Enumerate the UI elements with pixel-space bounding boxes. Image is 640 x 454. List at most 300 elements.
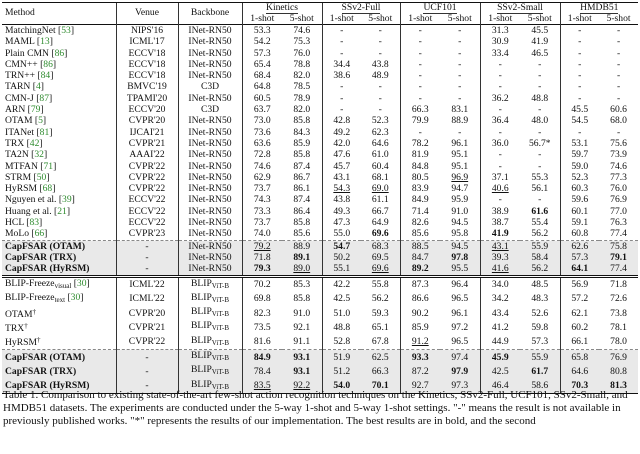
value-cell xyxy=(480,217,520,228)
value: 45.5 xyxy=(571,104,589,116)
value-cell xyxy=(400,81,440,92)
value: 55.4 xyxy=(531,217,549,229)
value: 52.6 xyxy=(531,307,549,319)
citation-link: 13 xyxy=(40,36,50,48)
value-cell xyxy=(560,36,599,47)
backbone-cell xyxy=(178,252,242,263)
value: 70.1 xyxy=(371,380,389,392)
venue-cell: ICML'22 xyxy=(116,292,178,306)
venue-cell: CVPR'22 xyxy=(116,161,178,172)
citation-link: 32 xyxy=(34,149,44,161)
value: 60.1 xyxy=(571,205,589,217)
value-cell xyxy=(599,138,638,149)
value-cell xyxy=(599,292,638,306)
table-row xyxy=(2,25,638,37)
value: 96.1 xyxy=(451,137,469,149)
backbone-name: INet-RN50 xyxy=(188,160,232,172)
value: - xyxy=(458,25,462,36)
method-cell: OTAM [5] xyxy=(5,115,47,127)
value: 43.1 xyxy=(333,171,351,183)
value: 86.7 xyxy=(293,171,311,183)
value: 66.3 xyxy=(371,365,389,377)
value-cell xyxy=(480,364,520,378)
backbone-name: INet-RN50 xyxy=(188,126,232,138)
value-cell xyxy=(400,149,440,160)
value: - xyxy=(498,81,502,93)
value: 95.8 xyxy=(451,228,469,240)
value: 59.6 xyxy=(571,194,589,206)
value-cell xyxy=(282,306,322,320)
method-cell xyxy=(2,252,116,263)
value-cell xyxy=(282,93,322,104)
value-cell xyxy=(520,183,560,194)
value: - xyxy=(340,36,344,48)
citation-link: 21 xyxy=(57,205,67,217)
header-1shot: 1-shot xyxy=(242,14,282,25)
value: 33.4 xyxy=(491,47,509,59)
backbone-cell xyxy=(178,183,242,194)
method-cell xyxy=(2,306,116,320)
value: 64.6 xyxy=(571,365,589,377)
value-cell xyxy=(480,70,520,81)
value: 36.2 xyxy=(491,92,509,104)
value: 84.7 xyxy=(411,251,429,263)
value-cell xyxy=(599,104,638,115)
method-name: OTAM xyxy=(5,115,33,127)
method-cell: TRX [42] xyxy=(5,137,43,149)
value-cell xyxy=(282,161,322,172)
value: - xyxy=(616,47,621,59)
value: 71.8 xyxy=(253,251,271,263)
value: 72.8 xyxy=(253,149,271,161)
value: - xyxy=(538,104,542,116)
value: 36.0 xyxy=(491,137,509,149)
table-row xyxy=(2,36,638,47)
value-cell xyxy=(520,172,560,183)
value-cell xyxy=(322,93,361,104)
value: 85.6 xyxy=(293,228,311,240)
value: 77.3 xyxy=(610,171,627,183)
value-cell xyxy=(282,172,322,183)
value-cell xyxy=(560,217,599,228)
value: - xyxy=(578,25,582,36)
value: 43.8 xyxy=(371,58,389,70)
value: 69.0 xyxy=(371,183,389,195)
value: 39.3 xyxy=(491,251,509,263)
value: 50.2 xyxy=(333,251,351,263)
value-cell xyxy=(322,149,361,160)
backbone-subscript: ViT-B xyxy=(211,382,229,391)
venue-cell: IJCAI'21 xyxy=(116,127,178,138)
value-cell xyxy=(242,36,282,47)
header-group-kinetics xyxy=(242,3,322,14)
value: - xyxy=(578,36,582,48)
value: 55.8 xyxy=(371,279,389,291)
value: - xyxy=(378,47,382,59)
method-name: CapFSAR (HyRSM) xyxy=(5,380,90,392)
value-cell xyxy=(440,183,480,194)
value-cell xyxy=(282,320,322,334)
value: 93.1 xyxy=(293,365,311,377)
value-cell xyxy=(520,350,560,365)
method-cell: MTFAN [71] xyxy=(5,160,57,172)
value-cell xyxy=(480,206,520,217)
table-row xyxy=(2,115,638,126)
value: 42.5 xyxy=(491,365,509,377)
value-cell xyxy=(361,127,400,138)
value: 85.8 xyxy=(293,115,311,127)
backbone-cell xyxy=(178,104,242,115)
table-row xyxy=(2,104,638,115)
value: 59.8 xyxy=(531,321,549,333)
method-name: STRM xyxy=(5,171,32,183)
citation-link: 86 xyxy=(43,58,53,70)
value: - xyxy=(616,92,621,104)
value: 66.3 xyxy=(411,104,429,116)
value-cell xyxy=(520,81,560,92)
value: 54.7 xyxy=(333,240,351,252)
value-cell xyxy=(361,320,400,334)
value: 48.8 xyxy=(531,92,549,104)
value: 75.6 xyxy=(610,137,627,149)
value-cell xyxy=(520,320,560,334)
backbone-name: INet-RN50 xyxy=(188,149,232,161)
value: 97.3 xyxy=(451,380,469,392)
method-cell: ITANet [81] xyxy=(5,126,53,138)
value: 56.2 xyxy=(531,228,549,240)
value-cell xyxy=(242,183,282,194)
backbone-cell xyxy=(178,59,242,70)
value: 95.1 xyxy=(451,160,469,172)
value-cell xyxy=(322,70,361,81)
value-cell xyxy=(242,115,282,126)
value: 53.1 xyxy=(571,137,589,149)
method-name: CapFSAR (TRX) xyxy=(5,251,77,263)
value: 48.9 xyxy=(371,70,389,82)
value-cell xyxy=(400,70,440,81)
value: 89.1 xyxy=(293,251,311,263)
value-cell xyxy=(242,149,282,160)
value: 52.8 xyxy=(333,336,351,348)
value: - xyxy=(498,70,502,82)
value-cell xyxy=(520,138,560,149)
value: 92.7 xyxy=(411,380,429,392)
value: 60.3 xyxy=(571,183,589,195)
value-cell xyxy=(361,206,400,217)
value-cell xyxy=(440,70,480,81)
table-row xyxy=(2,252,638,263)
value-cell xyxy=(480,149,520,160)
value-cell xyxy=(520,36,560,47)
backbone-name: C3D xyxy=(200,81,220,93)
value: - xyxy=(578,58,582,70)
value: 38.7 xyxy=(491,217,509,229)
value-cell xyxy=(322,161,361,172)
method-name: TRN++ xyxy=(5,70,36,82)
value: - xyxy=(538,81,542,93)
value-cell xyxy=(480,127,520,138)
backbone-name: BLIP xyxy=(190,306,212,318)
backbone-cell xyxy=(178,161,242,172)
value-cell xyxy=(322,335,361,350)
backbone-cell xyxy=(178,320,242,334)
value: 97.9 xyxy=(451,365,469,377)
method-superscript: † xyxy=(37,336,41,345)
value-cell xyxy=(400,240,440,252)
value-cell xyxy=(242,138,282,149)
value: 56.2 xyxy=(531,263,549,275)
value: 85.8 xyxy=(293,217,311,229)
venue-cell: - xyxy=(116,364,178,378)
backbone-name: INet-RN50 xyxy=(188,205,232,217)
value: 97.8 xyxy=(451,251,469,263)
value-cell xyxy=(282,217,322,228)
venue-cell: ECCV'22 xyxy=(116,217,178,228)
backbone-cell xyxy=(178,36,242,47)
value-cell xyxy=(560,320,599,334)
value-cell xyxy=(322,240,361,252)
value-cell xyxy=(560,104,599,115)
value: 73.5 xyxy=(253,321,271,333)
value: 71.8 xyxy=(610,279,627,291)
value: 82.6 xyxy=(411,217,429,229)
value-cell xyxy=(440,25,480,37)
backbone-cell xyxy=(178,364,242,378)
value: - xyxy=(340,104,344,116)
table-row xyxy=(2,276,638,292)
value: - xyxy=(616,126,621,138)
backbone-subscript: ViT-B xyxy=(211,338,229,347)
value: - xyxy=(418,81,422,93)
header-backbone: Backbone xyxy=(178,3,242,25)
results-table xyxy=(2,2,638,394)
value: - xyxy=(616,58,621,70)
value-cell xyxy=(400,138,440,149)
citation-link: 87 xyxy=(39,92,49,104)
value: 93.3 xyxy=(411,351,429,363)
value-cell xyxy=(242,306,282,320)
backbone-subscript: ViT-B xyxy=(211,295,229,304)
value-cell xyxy=(599,172,638,183)
citation-link: 39 xyxy=(62,194,72,206)
value: 89.0 xyxy=(293,263,311,275)
value: 55.3 xyxy=(531,171,549,183)
table-row xyxy=(2,149,638,160)
value-cell xyxy=(361,104,400,115)
value: - xyxy=(578,126,582,138)
value: - xyxy=(616,36,621,48)
value: 54.3 xyxy=(333,183,351,195)
table-row xyxy=(2,320,638,334)
venue-cell: - xyxy=(116,350,178,365)
table-row xyxy=(2,81,638,92)
value: - xyxy=(418,36,422,48)
backbone-name: INet-RN50 xyxy=(188,92,232,104)
backbone-cell xyxy=(178,81,242,92)
method-name: Huang et al. xyxy=(5,205,52,217)
value: 64.9 xyxy=(371,217,389,229)
backbone-name: INet-RN50 xyxy=(188,58,232,70)
value: 88.5 xyxy=(411,240,429,252)
backbone-cell xyxy=(178,149,242,160)
value-cell xyxy=(361,194,400,205)
value-cell xyxy=(400,206,440,217)
method-name: MAML xyxy=(5,36,35,48)
value: 59.3 xyxy=(371,307,389,319)
value-cell xyxy=(520,59,560,70)
value-cell xyxy=(361,36,400,47)
value-cell xyxy=(480,115,520,126)
venue-cell: CVPR'23 xyxy=(116,228,178,240)
method-superscript: † xyxy=(24,321,28,330)
value-cell xyxy=(400,172,440,183)
backbone-name: BLIP xyxy=(190,277,212,289)
value: 73.8 xyxy=(610,307,627,319)
value-cell xyxy=(361,306,400,320)
value: 79.2 xyxy=(253,240,271,252)
method-cell: MatchingNet [53] xyxy=(2,25,116,37)
value-cell xyxy=(242,161,282,172)
value-cell xyxy=(480,276,520,292)
value: 60.4 xyxy=(371,160,389,172)
venue-cell: BMVC'19 xyxy=(116,81,178,92)
backbone-cell xyxy=(178,93,242,104)
value-cell xyxy=(440,240,480,252)
value-cell xyxy=(480,138,520,149)
venue-cell: CVPR'20 xyxy=(116,306,178,320)
backbone-name: C3D xyxy=(200,104,220,116)
value-cell xyxy=(599,320,638,334)
value: 54.5 xyxy=(571,115,589,127)
value-cell xyxy=(400,306,440,320)
value: 62.5 xyxy=(371,351,389,363)
value-cell xyxy=(282,364,322,378)
venue-cell: ECCV'18 xyxy=(116,70,178,81)
table-row xyxy=(2,350,638,365)
header-5shot: 5-shot xyxy=(527,13,552,24)
value-cell xyxy=(520,127,560,138)
value: 85.9 xyxy=(411,321,429,333)
value-cell xyxy=(282,48,322,59)
value: 48.5 xyxy=(531,279,549,291)
value: 55.9 xyxy=(531,240,549,252)
citation-link: 4 xyxy=(35,81,41,93)
value-cell xyxy=(282,70,322,81)
backbone-cell xyxy=(178,115,242,126)
value-cell xyxy=(440,48,480,59)
value: 91.0 xyxy=(451,205,469,217)
value-cell xyxy=(322,350,361,365)
table-row xyxy=(2,240,638,252)
citation-link: 68 xyxy=(42,183,53,195)
venue-cell: ICML'17 xyxy=(116,36,178,47)
backbone-name: BLIP xyxy=(190,364,212,376)
value-cell xyxy=(599,335,638,350)
citation-link: 30 xyxy=(70,291,81,303)
value-cell xyxy=(520,364,560,378)
value: 88.9 xyxy=(451,115,469,127)
value: 96.5 xyxy=(451,336,469,348)
value: 85.8 xyxy=(293,149,311,161)
value-cell xyxy=(599,194,638,205)
venue-cell: CVPR'22 xyxy=(116,335,178,350)
backbone-name: INet-RN50 xyxy=(188,70,232,82)
method-cell: TA2N [32] xyxy=(5,149,48,161)
value: - xyxy=(538,126,542,138)
citation-link: 50 xyxy=(36,171,47,183)
value: 86.6 xyxy=(411,293,429,305)
value-cell xyxy=(520,70,560,81)
value: 66.7 xyxy=(371,205,389,217)
value: 78.9 xyxy=(293,92,311,104)
value: 91.1 xyxy=(293,336,311,348)
value: 40.6 xyxy=(491,183,509,195)
value: 45.5 xyxy=(531,25,549,36)
value: 79.1 xyxy=(610,251,627,263)
value-cell xyxy=(560,364,599,378)
value-cell xyxy=(282,127,322,138)
method-name: CMN++ xyxy=(5,58,38,70)
venue-cell: AAAI'22 xyxy=(116,149,178,160)
value-cell xyxy=(560,194,599,205)
value: 74.6 xyxy=(293,25,311,36)
value-cell xyxy=(242,206,282,217)
value: 82.0 xyxy=(293,104,311,116)
value: - xyxy=(498,149,502,161)
value-cell xyxy=(282,194,322,205)
venue-cell: ECCV'22 xyxy=(116,206,178,217)
value: 56.1 xyxy=(531,183,549,195)
value-cell xyxy=(440,206,480,217)
value: 38.9 xyxy=(491,205,509,217)
value: 64.8 xyxy=(253,81,271,93)
backbone-cell xyxy=(178,240,242,252)
backbone-name: INet-RN50 xyxy=(188,228,232,240)
header-venue: Venue xyxy=(116,3,178,25)
value-cell xyxy=(560,48,599,59)
value: - xyxy=(498,160,502,172)
value-cell xyxy=(560,25,599,37)
backbone-name: INet-RN50 xyxy=(188,25,232,36)
backbone-name: INet-RN50 xyxy=(188,217,232,229)
value-cell xyxy=(400,276,440,292)
value-cell xyxy=(242,59,282,70)
value: 37.1 xyxy=(491,171,509,183)
value: - xyxy=(498,194,502,206)
header-method: Method xyxy=(2,3,116,25)
value-cell xyxy=(560,127,599,138)
group-label: SSv2-Small xyxy=(497,2,543,13)
table-row xyxy=(2,161,638,172)
value: 83.1 xyxy=(451,104,469,116)
table-row xyxy=(2,70,638,81)
value-cell xyxy=(400,217,440,228)
value-cell xyxy=(480,48,520,59)
table-row xyxy=(2,206,638,217)
backbone-cell xyxy=(178,25,242,37)
value: 62.6 xyxy=(571,240,589,252)
value: 74.3 xyxy=(253,194,271,206)
value-cell xyxy=(322,48,361,59)
value: 76.0 xyxy=(610,183,627,195)
value-cell xyxy=(520,306,560,320)
table-row xyxy=(2,127,638,138)
value: 48.3 xyxy=(531,293,549,305)
value-cell xyxy=(400,183,440,194)
method-cell: TARN [4] xyxy=(5,81,44,93)
value: 70.3 xyxy=(571,380,589,392)
citation-link: 42 xyxy=(29,137,40,149)
